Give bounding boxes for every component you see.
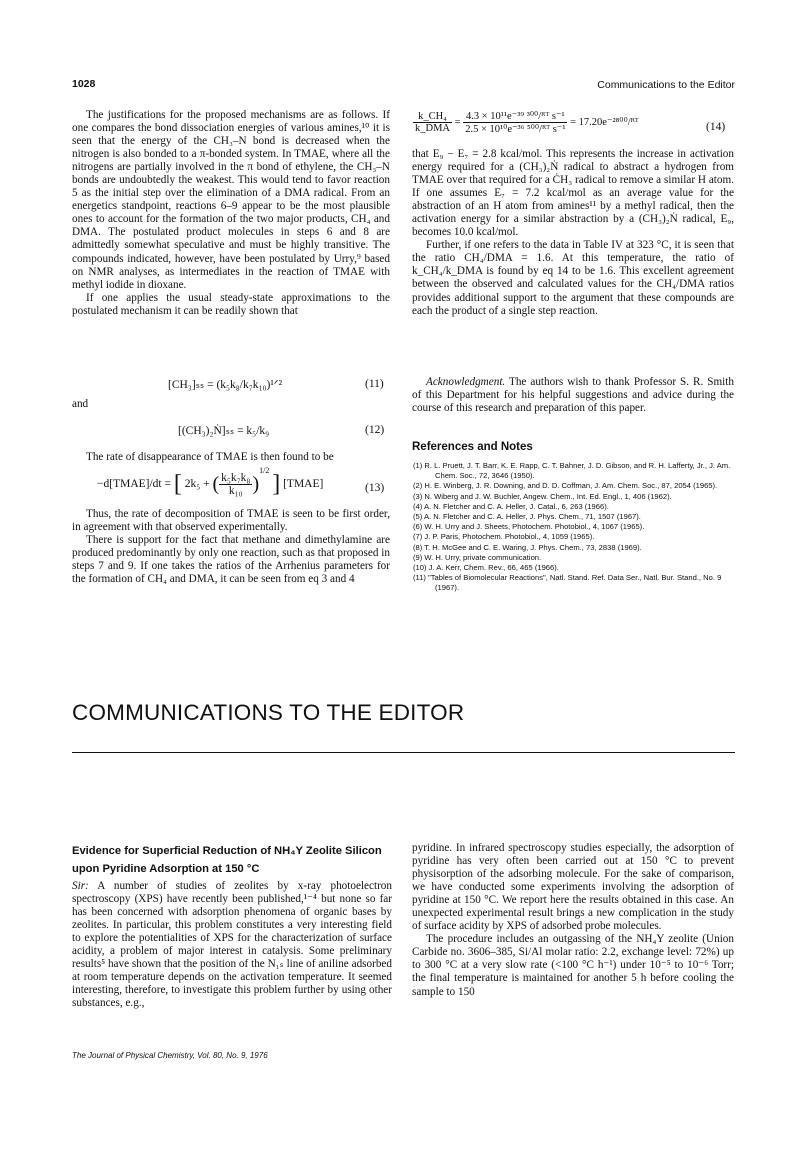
equation-14 bbox=[413, 110, 639, 135]
fraction-numerator: 4.3 × 10¹¹e⁻³⁹ ³⁰⁰/ᴿᵀ s⁻¹ bbox=[463, 110, 567, 123]
article-left-column bbox=[72, 880, 392, 1010]
acknowledgment-text: The authors wish to thank Professor S. R. Smith of this Department for his helpful suggestions and advice during the course of this research and preparation of this paper. bbox=[412, 376, 734, 415]
acknowledgment bbox=[412, 376, 734, 415]
paragraph: Further, if one refers to the data in Table IV at 323 °C, it is seen that the ratio CH₄/DMA = 1.6. At this temperature, the ratio of k_CH₄/k_DMA is found by eq 14 to be 1.6. This excellent agreement between the observed and calculated values for the CH₄/DMA ratios provides additional support to the argument that these compounds are each the product of a single step reaction. bbox=[412, 239, 734, 317]
right-column-text bbox=[412, 148, 734, 318]
equals-sign: = bbox=[454, 116, 461, 128]
equation-number: (13) bbox=[365, 482, 385, 494]
left-column-text-2 bbox=[72, 451, 390, 464]
paragraph: that E₉ − E₇ = 2.8 kcal/mol. This represents the increase in activation energy required for a (CH₃)₂Ṅ radical to abstract a hydrogen from TMAE over that required for a ĊH₃ radical to remove a similar H atom. If one assumes E₇ = 7.2 kcal/mol as an average value for the abstraction of an H atom from amines¹¹ by a methyl radical, then the activation energy for a similar abstraction by a (CH₃)₂Ṅ radical, E₉, becomes 10.0 kcal/mol. bbox=[412, 148, 734, 239]
article-right-column bbox=[412, 842, 734, 999]
reference-item: (1) R. L. Pruett, J. T. Barr, K. E. Rapp, C. T. Bahner, J. D. Gibson, and R. H. Lafferty, Jr., J. Am. Chem. Soc., 72, 3646 (1950). bbox=[413, 461, 731, 481]
journal-footer: The Journal of Physical Chemistry, Vol. 80, No. 9, 1976 bbox=[72, 1051, 268, 1060]
article-paragraph: pyridine. In infrared spectroscopy studies especially, the adsorption of pyridine has very often been carried out at 150 °C to prevent physisorption of the adsorbing molecule. For the sake of comparison, we have conducted some experiments involving the adsorption of pyridine at 150 °C. We report here the results obtained in this case. An unexpected experimental result brings a new complication in the study of surface acidity by XPS of adsorbed probe molecules. bbox=[412, 842, 734, 933]
exponent: 1/2 bbox=[259, 466, 270, 476]
equation-rhs: [TMAE] bbox=[283, 478, 324, 491]
article-paragraph: A number of studies of zeolites by x-ray photoelectron spectroscopy (XPS) have recently been published,¹⁻⁴ but none so far has been concerned with adsorption phenomena of organic bases by zeolites. In particular, this problem constitutes a very interesting field to explore the potentialities of XPS for the characterization of surface acidity, a problem of major interest in catalysis. Some preliminary results⁵ have shown that the position of the N₁ₛ line of aniline adsorbed at room temperature depends on the activation temperature. It seemed interesting, therefore, to investigate this problem further by using other substances, e.g., bbox=[72, 880, 392, 1010]
equation-number: (12) bbox=[365, 424, 385, 436]
reference-item: (4) A. N. Fletcher and C. A. Heller, J. Catal., 6, 263 (1966). bbox=[413, 501, 609, 511]
reference-item: (5) A. N. Fletcher and C. A. Heller, J. Phys. Chem., 71, 1507 (1967). bbox=[413, 512, 641, 522]
article-paragraph: The procedure includes an outgassing of the NH₄Y zeolite (Union Carbide no. 3606–385, Si/Al molar ratio: 2.2, exchange level: 72%) up to 300 °C at a very slow rate (<100 °C h⁻¹) under 10⁻⁵ to 10⁻⁶ Torr; the final temperature is maintained for another 5 h before cooling the sample to 150 bbox=[412, 933, 734, 998]
bracket-close: ] bbox=[272, 471, 281, 497]
paren-open: ( bbox=[212, 473, 220, 495]
left-column-text-3 bbox=[72, 508, 390, 586]
reference-item: (9) W. H. Urry, private communication. bbox=[413, 552, 542, 562]
fraction-numerator: k_CH₄ bbox=[413, 111, 452, 123]
paragraph: Thus, the rate of decomposition of TMAE is seen to be first order, in agreement with that observed experimentally. bbox=[72, 508, 390, 534]
reference-item: (7) J. P. Paris, Photochem. Photobiol., 4, 1059 (1965). bbox=[413, 532, 595, 542]
equation-12: [(CH₃)₂Ṅ]ₛₛ = k₅/k₉ bbox=[178, 425, 270, 437]
fraction bbox=[413, 111, 452, 134]
references-heading: References and Notes bbox=[412, 441, 533, 453]
paragraph: The justifications for the proposed mechanisms are as follows. If one compares the bond dissociation energies of various amines,¹⁰ it is seen that the energy of the CH₃–N bond is decreased when the nitrogen is also bonded to a π-bonded system. In TMAE, where all the nitrogens are partially involved in the π bond of ethylene, the CH₃–N bonds are undoubtedly the weakest. This would tend to favor reaction 5 as the initial step over the elimination of a DMA radical. From an energetics standpoint, reactions 6–9 appear to be the most plausible ones to account for the formation of the two major products, CH₄ and DMA. The postulated product molecules in steps 6 and 8 are admittedly somewhat speculative and must be highly transitive. The compounds indicated, however, have been postulated by Urry,⁹ based on NMR analyses, as intermediates in the reaction of TMAE with methyl iodide in dioxane. bbox=[72, 109, 390, 291]
fraction-numerator: k₅k₇k₈ bbox=[221, 472, 251, 484]
acknowledgment-label: Acknowledgment. bbox=[426, 376, 506, 388]
running-header: Communications to the Editor bbox=[597, 79, 735, 91]
fraction bbox=[463, 110, 567, 135]
section-divider bbox=[72, 752, 735, 753]
paragraph: If one applies the usual steady-state approximations to the postulated mechanism it can be readily shown that bbox=[72, 291, 390, 317]
page-number: 1028 bbox=[72, 78, 96, 90]
fraction-denominator: k_DMA bbox=[415, 123, 451, 134]
fraction bbox=[219, 472, 252, 497]
equation-rhs: = 17.20e⁻²⁸⁰⁰/ᴿᵀ bbox=[570, 116, 639, 128]
reference-item: (3) N. Wiberg and J. W. Buchler, Angew. Chem., Int. Ed. Engl., 1, 406 (1962). bbox=[413, 491, 672, 501]
reference-item: (6) W. H. Urry and J. Sheets, Photochem. Photobiol., 4, 1067 (1965). bbox=[413, 522, 645, 532]
equation-term: 2k₅ + bbox=[184, 478, 210, 491]
equation-number: (11) bbox=[365, 378, 384, 390]
equation-lhs: −d[TMAE]/dt = bbox=[97, 478, 171, 491]
salutation: Sir: bbox=[72, 880, 89, 892]
reference-item: (2) H. E. Winberg, J. R. Downing, and D. D. Coffman, J. Am. Chem. Soc., 87, 2054 (1965). bbox=[413, 481, 718, 491]
article-title: Evidence for Superficial Reduction of NH₄Y Zeolite Silicon upon Pyridine Adsorption at 150 °C bbox=[72, 845, 382, 875]
paren-close: ) bbox=[252, 473, 260, 495]
references-list bbox=[413, 461, 735, 594]
bracket-open: [ bbox=[173, 471, 182, 497]
fraction-denominator: k₁₀ bbox=[228, 485, 243, 497]
reference-item: (10) J. A. Kerr, Chem. Rev., 66, 465 (1966). bbox=[413, 563, 559, 573]
conjunction-text: and bbox=[72, 398, 89, 410]
fraction-denominator: 2.5 × 10¹⁰e⁻³⁶ ⁵⁰⁰/ᴿᵀ s⁻¹ bbox=[465, 124, 566, 135]
equation-11: [CH₃]ₛₛ = (k₅k₈/k₇k₁₀)¹ᐟ² bbox=[168, 379, 283, 391]
equation-13 bbox=[97, 466, 324, 498]
paragraph: The rate of disappearance of TMAE is then found to be bbox=[86, 451, 334, 463]
equation-number: (14) bbox=[706, 121, 726, 133]
reference-item: (8) T. H. McGee and C. E. Waring, J. Phys. Chem., 73, 2838 (1969). bbox=[413, 542, 642, 552]
section-title: COMMUNICATIONS TO THE EDITOR bbox=[72, 700, 465, 725]
reference-item: (11) "Tables of Biomolecular Reactions", Natl. Stand. Ref. Data Ser., Natl. Bur. Stand., No. 9 (1967). bbox=[413, 573, 722, 593]
left-column-text bbox=[72, 109, 390, 318]
paragraph: There is support for the fact that methane and dimethylamine are produced predominantly by only one reaction, such as that proposed in steps 7 and 9. If one takes the ratios of the Arrhenius parameters for the formation of CH₄ and DMA, it can be seen from eq 3 and 4 bbox=[72, 534, 390, 586]
